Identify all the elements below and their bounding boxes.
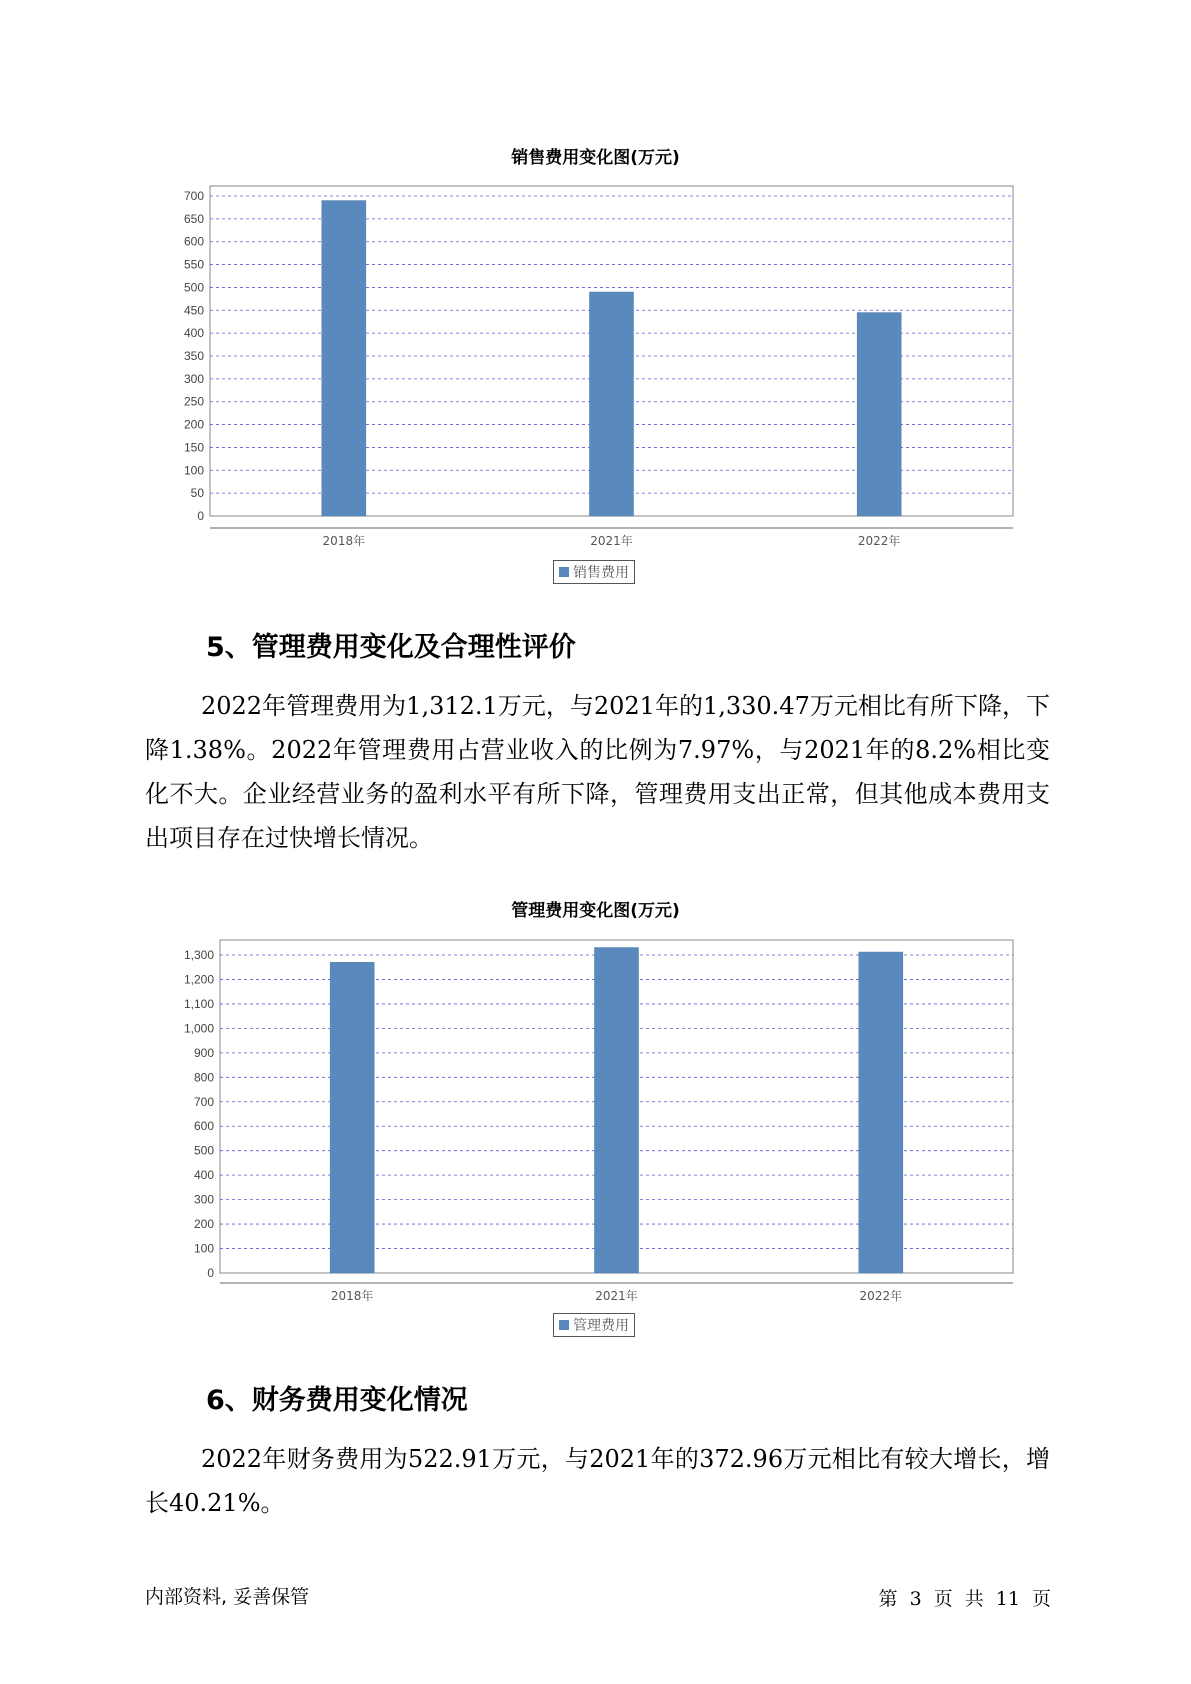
chart1-ytick-label: 100 xyxy=(183,463,204,478)
chart2-ytick-label: 200 xyxy=(193,1217,214,1232)
chart2-bar xyxy=(595,948,639,1273)
chart2-ytick-label: 900 xyxy=(193,1045,214,1060)
chart2-xtick-label: 2022年 xyxy=(859,1289,903,1303)
chart2-bar xyxy=(859,952,903,1273)
chart2-bar xyxy=(330,962,374,1273)
legend-swatch-icon xyxy=(559,1320,569,1330)
chart2-ytick-label: 100 xyxy=(193,1241,214,1256)
chart2-ytick-label: 700 xyxy=(193,1094,214,1109)
footer-confidential: 内部资料, 妥善保管 xyxy=(145,1586,310,1608)
section5-paragraph: 2022年管理费用为1,312.1万元，与2021年的1,330.47万元相比有所下降，下降1.38%。2022年管理费用占营业收入的比例为7.97%，与2021年的8.2%相比变化不大。企业经营业务的盈利水平有所下降，管理费用支出正常，但其他成本费用支出项目存在过快增长情况。 xyxy=(145,692,1050,852)
chart1-ytick-label: 200 xyxy=(183,417,204,432)
section6-paragraph: 2022年财务费用为522.91万元，与2021年的372.96万元相比有较大增长，增长40.21%。 xyxy=(145,1445,1050,1517)
chart2-legend xyxy=(553,1313,635,1337)
chart2-xtick-label: 2018年 xyxy=(330,1289,374,1303)
chart1-xtick-label: 2022年 xyxy=(857,534,901,548)
chart1-legend-label: 销售费用 xyxy=(573,565,629,581)
chart1-ytick-label: 0 xyxy=(197,509,204,523)
chart2-legend-label: 管理费用 xyxy=(573,1318,629,1334)
chart1-ytick-label: 650 xyxy=(183,211,204,226)
chart1-ytick-label: 250 xyxy=(183,394,204,409)
chart2-ytick-label: 500 xyxy=(193,1143,214,1158)
chart1-xtick-label: 2018年 xyxy=(322,534,366,548)
chart1-ytick-label: 300 xyxy=(183,371,204,386)
section5-heading: 5、管理费用变化及合理性评价 xyxy=(206,632,576,663)
chart2-ytick-label: 1,100 xyxy=(183,996,214,1011)
chart2-xtick-label: 2021年 xyxy=(595,1289,638,1303)
chart1-ytick-label: 450 xyxy=(183,303,204,318)
chart1-ytick-label: 50 xyxy=(190,486,204,501)
chart1-ytick-label: 550 xyxy=(183,257,204,272)
chart1-ytick-label: 400 xyxy=(183,326,204,341)
section6-heading: 6、财务费用变化情况 xyxy=(206,1385,468,1416)
chart2-ytick-label: 1,200 xyxy=(183,972,214,987)
chart2-ytick-label: 400 xyxy=(193,1168,214,1183)
chart1-xtick-label: 2021年 xyxy=(590,534,633,548)
chart1-ytick-label: 150 xyxy=(183,440,204,455)
footer-page-number: 第 3 页 共 11 页 xyxy=(878,1588,1051,1610)
chart2-ytick-label: 800 xyxy=(193,1070,214,1085)
chart2-ytick-label: 1,300 xyxy=(183,948,214,962)
chart2-ytick-label: 300 xyxy=(193,1192,214,1207)
chart1-title: 销售费用变化图(万元) xyxy=(511,148,680,168)
chart2-ytick-label: 1,000 xyxy=(183,1021,214,1036)
chart1-ytick-label: 500 xyxy=(183,280,204,295)
chart1-ytick-label: 350 xyxy=(183,349,204,363)
chart1-ytick-label: 600 xyxy=(183,234,204,249)
chart2-title: 管理费用变化图(万元) xyxy=(511,901,680,921)
chart1-ytick-label: 700 xyxy=(183,189,204,203)
chart2-ytick-label: 0 xyxy=(207,1266,214,1280)
chart2-ytick-label: 600 xyxy=(193,1119,214,1134)
